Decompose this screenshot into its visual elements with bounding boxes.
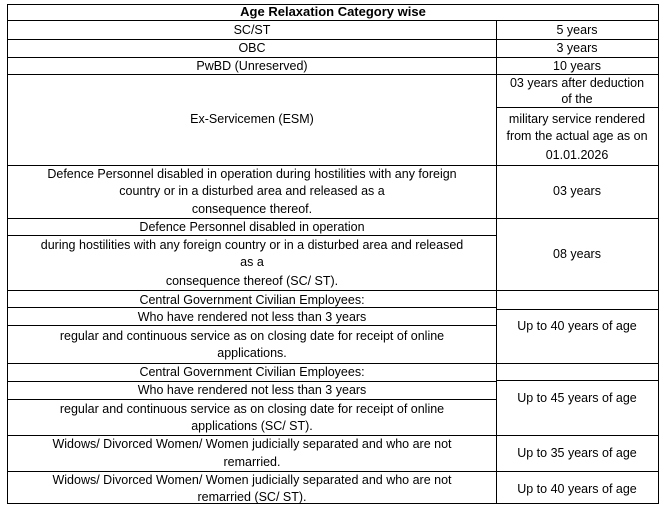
category-cell: country or in a disturbed area and released as a [119, 184, 385, 198]
category-cell: Who have rendered not less than 3 years [137, 310, 367, 324]
relaxation-cell: Up to 45 years of age [517, 391, 637, 405]
relaxation-cell: military service rendered [508, 112, 646, 126]
category-cell: OBC [238, 41, 266, 55]
relaxation-cell: Up to 40 years of age [517, 319, 637, 333]
sub-divider [8, 325, 496, 326]
category-cell: applications (SC/ ST). [191, 419, 313, 433]
relaxation-cell: 08 years [553, 247, 601, 261]
category-cell: consequence thereof. [191, 202, 313, 216]
category-cell: applications. [217, 346, 287, 360]
category-cell: as a [240, 255, 264, 269]
table-title: Age Relaxation Category wise [240, 4, 426, 19]
relaxation-cell: 10 years [553, 59, 601, 73]
category-cell: Widows/ Divorced Women/ Women judicially separated and who are not [52, 437, 452, 451]
category-cell: Central Government Civilian Employees: [139, 293, 365, 307]
sub-divider [8, 399, 496, 400]
category-cell: Defence Personnel disabled in operation during hostilities with any foreign [47, 167, 457, 181]
category-cell: remarried. [223, 455, 281, 469]
relaxation-cell: from the actual age as on [506, 129, 648, 143]
category-cell: Who have rendered not less than 3 years [137, 383, 367, 397]
category-cell: Widows/ Divorced Women/ Women judicially separated and who are not [52, 473, 452, 487]
category-cell: regular and continuous service as on closing date for receipt of online [59, 402, 445, 416]
category-cell: during hostilities with any foreign country or in a disturbed area and released [40, 238, 464, 252]
relaxation-cell: 03 years [553, 184, 601, 198]
sub-divider [496, 309, 658, 310]
relaxation-cell: 3 years [556, 41, 598, 55]
category-cell: SC/ST [233, 23, 271, 37]
category-cell: Defence Personnel disabled in operation [139, 220, 365, 234]
relaxation-cell: of the [561, 92, 593, 106]
relaxation-cell: 01.01.2026 [545, 148, 609, 162]
row-divider [8, 20, 658, 21]
sub-divider [496, 107, 658, 108]
sub-divider [496, 380, 658, 381]
category-cell: Central Government Civilian Employees: [139, 365, 365, 379]
relaxation-cell: Up to 40 years of age [517, 482, 637, 496]
sub-divider [8, 235, 496, 236]
age-relaxation-table [7, 4, 659, 504]
relaxation-cell: 03 years after deduction [509, 76, 645, 90]
column-divider [496, 20, 497, 503]
relaxation-cell: Up to 35 years of age [517, 446, 637, 460]
category-cell: PwBD (Unreserved) [196, 59, 308, 73]
category-cell: Ex-Servicemen (ESM) [190, 112, 314, 126]
category-cell: regular and continuous service as on closing date for receipt of online [59, 329, 445, 343]
category-cell: remarried (SC/ ST). [197, 490, 307, 504]
row-divider [8, 290, 658, 291]
category-cell: consequence thereof (SC/ ST). [165, 274, 339, 288]
relaxation-cell: 5 years [556, 23, 598, 37]
